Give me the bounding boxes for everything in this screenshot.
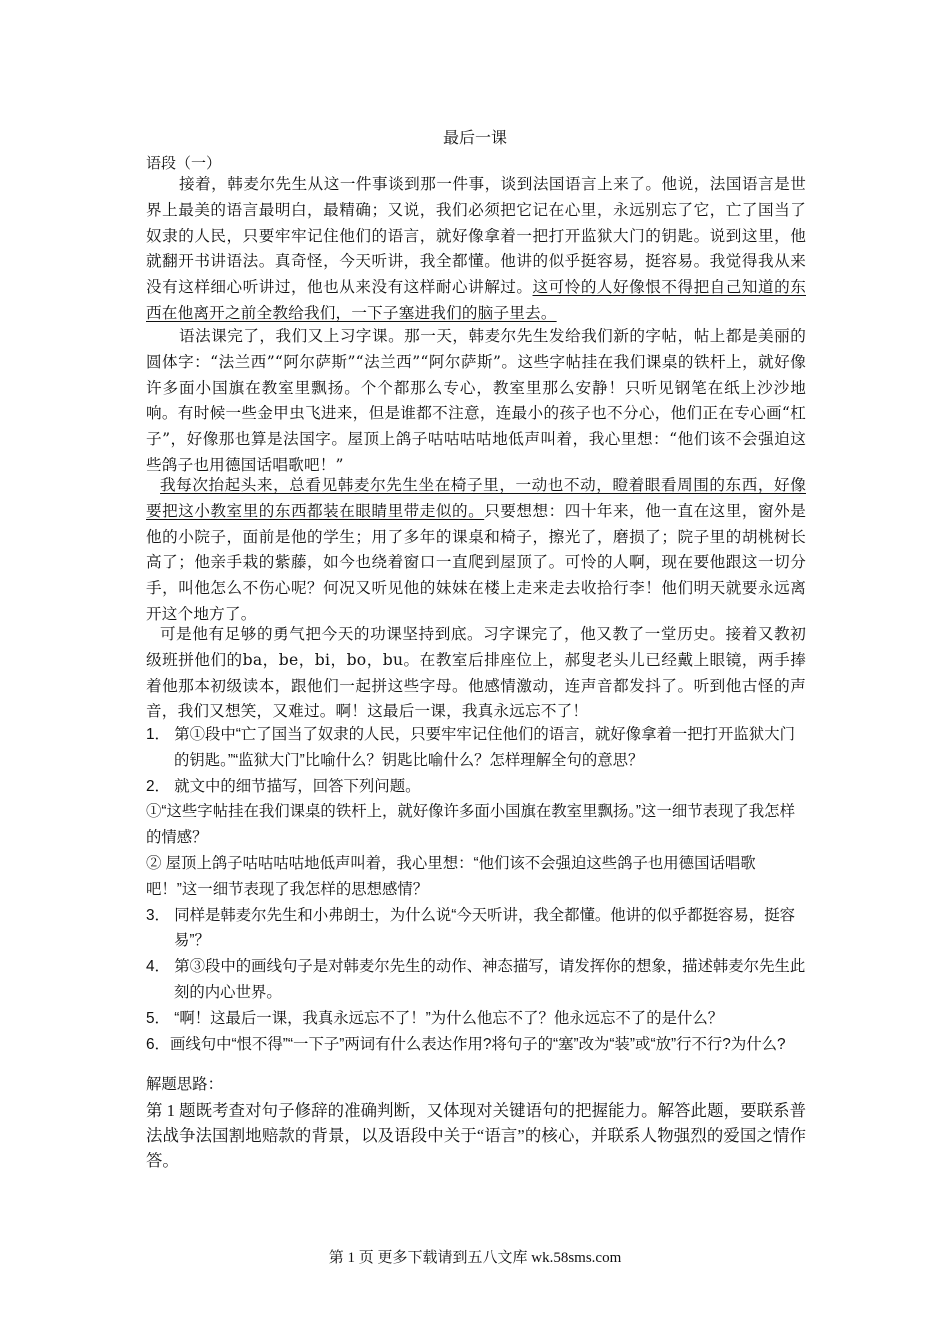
paragraph-4: 可是他有足够的勇气把今天的功课坚持到底。习字课完了，他又教了一堂历史。接着又教初级班拼他们的ba，be，bi，bo，bu。在教室后排座位上，郝叟老头儿已经戴上眼镜，两手捧着他那本初级读本，跟他们一起拼这些字母。他感情激动，连声音都发抖了。听到他古怪的声音，我们又想笑，又难过。啊！这最后一课，我真永远忘不了！ xyxy=(146,625,806,721)
solution-label: 解题思路： xyxy=(146,1075,223,1093)
question-item: 3． 同样是韩麦尔先生和小弗朗士，为什么说“今天听讲，我全都懂。他讲的似乎都挺容易，挺容易”？ xyxy=(146,906,795,950)
question-item: 6．画线句中“恨不得”“一下子”两词有什么表达作用?将句子的“塞”改为“装”或“放”行不行?为什么? xyxy=(146,1035,786,1053)
paragraph-1-text: 接着，韩麦尔先生从这一件事谈到那一件事，谈到法国语言上来了。他说，法国语言是世界上最美的语言最明白，最精确；又说，我们必须把它记在心里，永远别忘了它，亡了国当了奴隶的人民，只要牢牢记住他们的语言，就好像拿着一把打开监狱大门的钥匙。说到这里，他就翻开书讲语法。真奇怪，今天听讲，我全都懂。他讲的似乎挺容易，挺容易。我觉得我从来没有这样细心听讲过，他也从来没有这样耐心讲解过。 xyxy=(146,175,806,297)
paragraph-1-underlined-sentence: 这可怜的人好像恨不得把自己知道的东西在他离开之前全教给我们，一下子塞进我们的脑子里去。 xyxy=(146,278,806,322)
page-title: 最后一课 xyxy=(442,128,507,147)
paragraph-3-text: 只要想想：四十年来，他一直在这里，窗外是他的小院子，面前是他的学生；用了多年的课桌和椅子，擦光了，磨损了；院子里的胡桃树长高了；他亲手栽的紫藤，如今也绕着窗口一直爬到屋顶了。可怜的人啊，现在要他跟这一切分手，叫他怎么不伤心呢？何况又听见他的妹妹在楼上走来走去收拾行李！他们明天就要永远离开这个地方了。 xyxy=(146,501,806,623)
paragraph-1 xyxy=(146,172,806,327)
question-item: ② 屋顶上鸽子咕咕咕咕地低声叫着，我心里想：“他们该不会强迫这些鸽子也用德国话唱歌吧！”这一细节表现了我怎样的思想感情？ xyxy=(146,854,756,898)
question-list xyxy=(146,722,806,1057)
question-item: 2． 就文中的细节描写，回答下列问题。 xyxy=(146,777,421,795)
question-item: 5． “啊！这最后一课，我真永远忘不了！”为什么他忘不了？他永远忘不了的是什么？ xyxy=(146,1009,724,1027)
question-item: 4． 第③段中的画线句子是对韩麦尔先生的动作、神态描写，请发挥你的想象，描述韩麦尔先生此刻的内心世界。 xyxy=(146,958,806,1001)
paragraph-2: 语法课完了，我们又上习字课。那一天，韩麦尔先生发给我们新的字帖，帖上都是美丽的圆体字：“法兰西”“阿尔萨斯”“法兰西”“阿尔萨斯”。这些字帖挂在我们课桌的铁杆上，就好像许多面小国旗在教室里飘扬。个个都那么专心，教室里那么安静！只听见钢笔在纸上沙沙地响。有时候一些金甲虫飞进来，但是谁都不注意，连最小的孩子也不分心，他们正在专心画“杠子”，好像那也算是法国字。屋顶上鸽子咕咕咕咕地低声叫着，我心里想：“他们该不会强迫这些鸽子也用德国话唱歌吧！” xyxy=(146,327,806,474)
section-label: 语段（一） xyxy=(146,154,222,172)
question-item: 1． 第①段中“亡了国当了奴隶的人民，只要牢牢记住他们的语言，就好像拿着一把打开监狱大门的钥匙。”“监狱大门”比喻什么？钥匙比喻什么？怎样理解全句的意思？ xyxy=(146,726,795,769)
question-item: ①“这些字帖挂在我们课桌的铁杆上，就好像许多面小国旗在教室里飘扬。”这一细节表现了我怎样的情感？ xyxy=(146,803,795,847)
page-footer: 第 1 页 更多下载请到五八文库 wk.58sms.com xyxy=(328,1250,622,1266)
paragraph-3-underlined-sentence: 我每次抬起头来，总看见韩麦尔先生坐在椅子里，一动也不动，瞪着眼看周围的东西，好像要把这小教室里的东西都装在眼睛里带走似的。 xyxy=(146,476,806,520)
solution-text: 第 1 题既考查对句子修辞的准确判断，又体现对关键语句的把握能力。解答此题，要联系普法战争法国割地赔款的背景，以及语段中关于“语言”的核心，并联系人物强烈的爱国之情作答。 xyxy=(146,1101,806,1170)
paragraph-3 xyxy=(146,473,806,628)
